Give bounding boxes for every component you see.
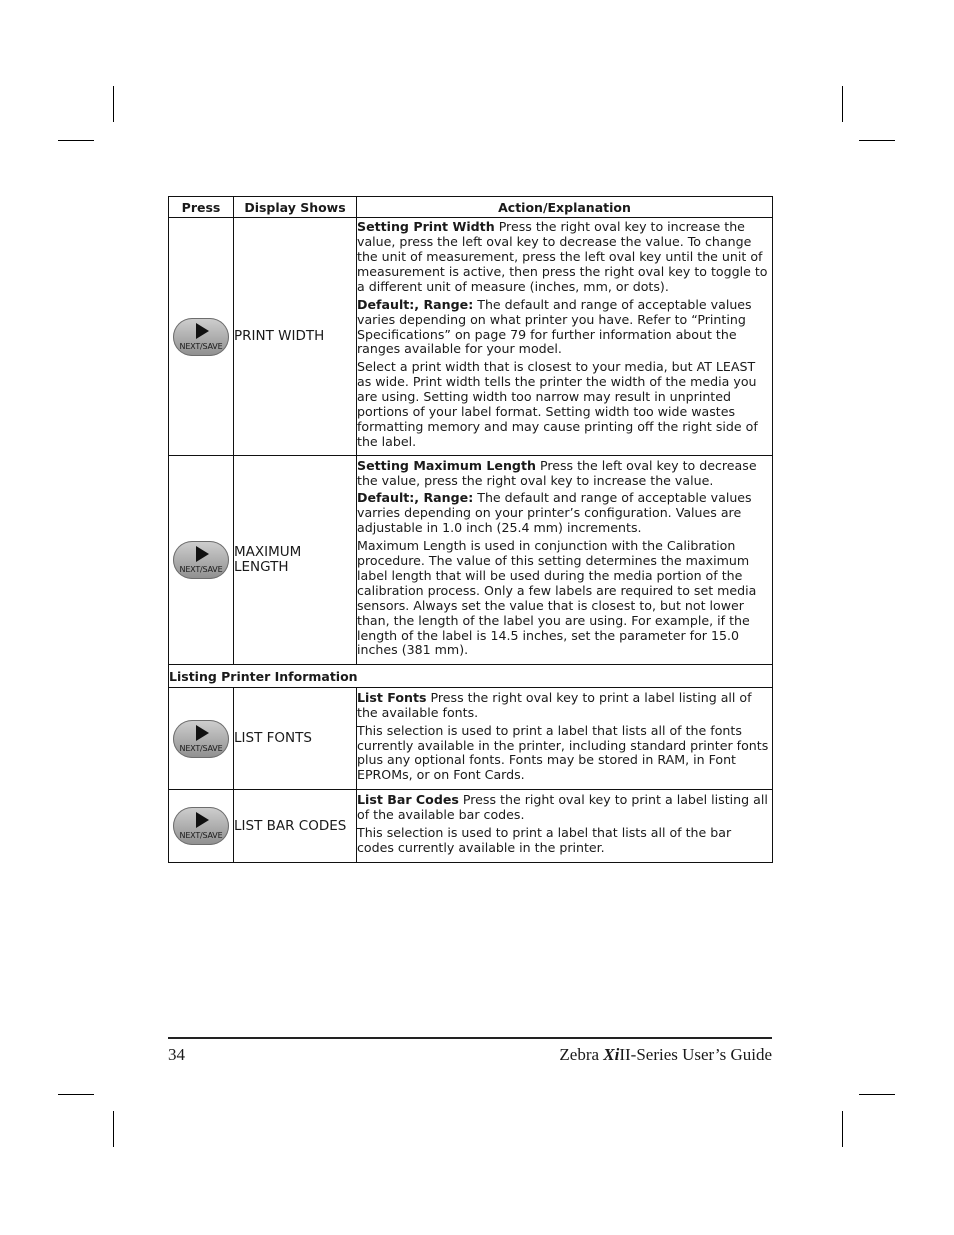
play-triangle-icon [194, 322, 210, 340]
paragraph-text: The default and range of acceptable values varries depending on your printer’s configuration. Values are adjustable in 1.0 inch (25.4 mm) increments. [357, 490, 752, 536]
crop-mark [859, 140, 895, 141]
key-label: NEXT/SAVE [179, 831, 223, 840]
explanation-paragraph [357, 491, 772, 536]
press-cell [169, 456, 234, 665]
key-label: NEXT/SAVE [179, 341, 223, 351]
header-press: Press [169, 197, 234, 218]
play-triangle-icon [194, 811, 210, 829]
table-header-row [169, 197, 773, 218]
section-heading: Listing Printer Information [169, 665, 773, 688]
paragraph-lead: Default:, Range: [357, 490, 474, 506]
explanation-paragraph [357, 298, 772, 358]
display-shows-cell: LIST FONTS [234, 688, 357, 790]
table-row [169, 790, 773, 863]
paragraph-text: Select a print width that is closest to your media, but AT LEAST as wide. Print width tells the printer the width of the media you are using. Setting width too narrow may result in unprinted portions of your label format. Setting width too wide wastes formatting memory and may cause printing off the right side of the label. [357, 359, 758, 449]
table-row [169, 218, 773, 456]
action-explanation-cell [357, 218, 773, 456]
paragraph-text: Press the left oval key to decrease the value, press the right oval key to increase the value. [357, 457, 757, 488]
crop-mark [58, 140, 94, 141]
explanation-paragraph [357, 691, 772, 721]
table-row [169, 688, 773, 790]
guide-title-prefix: Zebra [559, 1045, 604, 1064]
explanation-paragraph [357, 220, 772, 295]
paragraph-lead: Setting Print Width [357, 219, 495, 235]
paragraph-text: This selection is used to print a label that lists all of the bar codes currently available in the printer. [357, 825, 732, 855]
press-cell [169, 218, 234, 456]
header-action-explanation: Action/Explanation [357, 197, 773, 218]
crop-mark [58, 1094, 94, 1095]
paragraph-lead: List Fonts [357, 689, 427, 705]
crop-mark [842, 1111, 843, 1147]
display-shows-cell: PRINT WIDTH [234, 218, 357, 456]
crop-mark [113, 86, 114, 122]
next-save-key[interactable] [173, 541, 229, 579]
guide-title-emphasis: Xi [603, 1045, 620, 1064]
paragraph-lead: Default:, Range: [357, 296, 474, 312]
press-cell [169, 688, 234, 790]
paragraph-text: Press the right oval key to increase the value, press the left oval key to decrease the value. To change the unit of measurement, press the left oval key until the unit of measurement is active, then press the right oval key to toggle to a different unit of measure (inches, mm, or dots). [357, 219, 768, 294]
action-explanation-cell [357, 456, 773, 665]
explanation-paragraph [357, 360, 772, 449]
crop-mark [113, 1111, 114, 1147]
next-save-key[interactable] [173, 807, 229, 845]
next-save-key[interactable] [173, 720, 229, 758]
explanation-paragraph [357, 793, 772, 823]
paragraph-text: This selection is used to print a label that lists all of the fonts currently available in the printer, including standard printer fonts plus any optional fonts. Fonts may be stored in RAM, in Font EPROMs, or on Font Cards. [357, 722, 769, 783]
display-shows-cell: MAXIMUM LENGTH [234, 456, 357, 665]
crop-mark [859, 1094, 895, 1095]
paragraph-text: The default and range of acceptable values varies depending on what printer you have. Refer to “Printing Specifications” on page 79 for further information about the ranges available for your model. [357, 296, 752, 357]
section-row [169, 665, 773, 688]
header-display-shows: Display Shows [234, 197, 357, 218]
key-label: NEXT/SAVE [179, 565, 223, 574]
press-cell [169, 790, 234, 863]
paragraph-text: Maximum Length is used in conjunction with the Calibration procedure. The value of this setting determines the maximum label length that will be used during the media portion of the calibration process. Only a few labels are required to set media sensors. Always set the value that is closest to, but not lower than, the length of the label you are using. For example, if the length of the label is 14.5 inches, set the parameter for 15.0 inches (381 mm). [357, 538, 757, 658]
play-triangle-icon [194, 724, 210, 742]
explanation-paragraph [357, 459, 772, 489]
action-explanation-cell [357, 790, 773, 863]
play-triangle-icon [194, 545, 210, 563]
key-label: NEXT/SAVE [179, 743, 223, 753]
next-save-key[interactable] [173, 318, 229, 356]
explanation-paragraph [357, 724, 772, 784]
explanation-paragraph [357, 539, 772, 658]
explanation-paragraph [357, 826, 772, 856]
footer-rule [168, 1037, 772, 1039]
settings-table [168, 196, 773, 863]
action-explanation-cell [357, 688, 773, 790]
paragraph-text: Press the right oval key to print a label listing all of the available bar codes. [357, 792, 768, 823]
crop-mark [842, 86, 843, 122]
display-shows-cell: LIST BAR CODES [234, 790, 357, 863]
paragraph-lead: List Bar Codes [357, 792, 459, 808]
paragraph-lead: Setting Maximum Length [357, 457, 536, 473]
table-row [169, 456, 773, 665]
guide-title-suffix: II-Series User’s Guide [619, 1045, 772, 1064]
guide-title [559, 1045, 772, 1065]
page-number: 34 [168, 1045, 185, 1064]
paragraph-text: Press the right oval key to print a label listing all of the available fonts. [357, 689, 752, 720]
